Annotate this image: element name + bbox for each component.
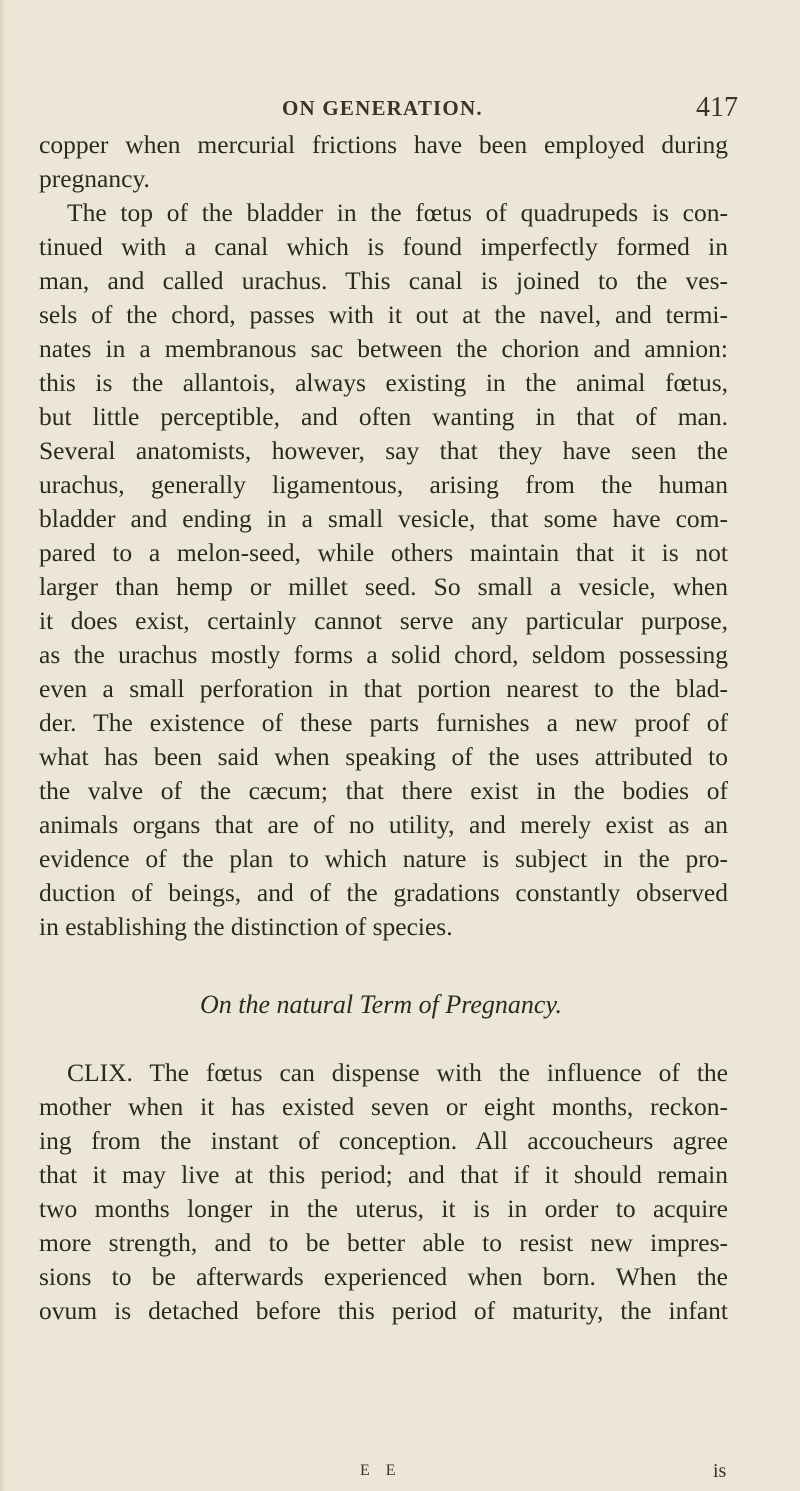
text-line: mother when it has existed seven or eight months, reckon- [39, 1092, 728, 1121]
text-line: but little perceptible, and often wanting in that of man. [39, 402, 728, 431]
text-line: urachus, generally ligamentous, arising from the human [39, 470, 728, 499]
text-line: ovum is detached before this period of maturity, the infant [39, 1296, 728, 1325]
text-line: pregnancy. [39, 164, 150, 193]
text-line: it does exist, certainly cannot serve any particular purpose, [39, 606, 728, 635]
text-line: tinued with a canal which is found imperfectly formed in [39, 232, 728, 261]
catchword: is [713, 1460, 727, 1482]
running-head [0, 92, 800, 128]
text-line: Several anatomists, however, say that they have seen the [39, 436, 728, 465]
text-line: sels of the chord, passes with it out at the navel, and termi- [39, 300, 728, 329]
text-line: der. The existence of these parts furnishes a new proof of [39, 708, 728, 737]
text-line: two months longer in the uterus, it is in order to acquire [39, 1194, 728, 1223]
text-line: evidence of the plan to which nature is subject in the pro- [39, 844, 728, 873]
text-line: larger than hemp or millet seed. So small a vesicle, when [39, 572, 728, 601]
text-line: man, and called urachus. This canal is joined to the ves- [39, 266, 728, 295]
page-number: 417 [696, 92, 738, 123]
text-line: more strength, and to be better able to resist new impres- [39, 1228, 728, 1257]
text-line: what has been said when speaking of the uses attributed to [39, 742, 728, 771]
text-line: this is the allantois, always existing in the animal fœtus, [39, 368, 728, 397]
text-line: bladder and ending in a small vesicle, that some have com- [39, 504, 728, 533]
text-line: as the urachus mostly forms a solid chord, seldom possessing [39, 640, 728, 669]
text-line: the valve of the cæcum; that there exist in the bodies of [39, 776, 728, 805]
text-line: nates in a membranous sac between the chorion and amnion: [39, 334, 728, 363]
section-heading: On the natural Term of Pregnancy. [200, 990, 563, 1019]
text-line: even a small perforation in that portion nearest to the blad- [39, 674, 728, 703]
text-line: duction of beings, and of the gradations constantly observed [39, 878, 728, 907]
signature-mark: E E [360, 1462, 402, 1479]
text-line: pared to a melon-seed, while others maintain that it is not [39, 538, 728, 567]
text-line: CLIX. The fœtus can dispense with the influence of the [67, 1058, 728, 1087]
text-line: sions to be afterwards experienced when born. When the [39, 1262, 728, 1291]
text-line: ing from the instant of conception. All accoucheurs agree [39, 1126, 728, 1155]
page-edge [0, 0, 6, 1491]
text-line: The top of the bladder in the fœtus of quadrupeds is con- [67, 198, 728, 227]
text-line: that it may live at this period; and that if it should remain [39, 1160, 728, 1189]
text-line: copper when mercurial frictions have been employed during [39, 130, 728, 159]
text-line: in establishing the distinction of species. [39, 912, 453, 941]
running-head-title: ON GENERATION. [282, 96, 483, 120]
text-line: animals organs that are of no utility, and merely exist as an [39, 810, 728, 839]
